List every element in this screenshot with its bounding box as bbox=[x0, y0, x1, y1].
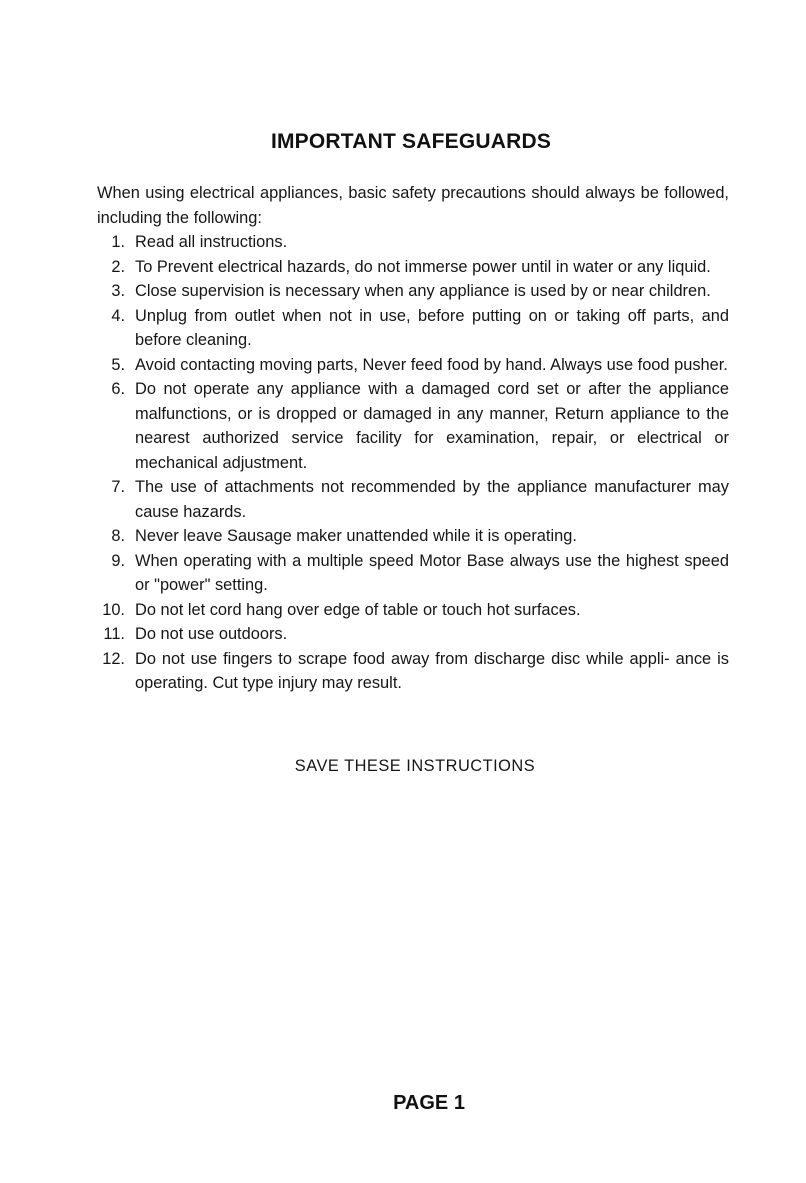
list-item bbox=[97, 377, 729, 475]
item-number: 8. bbox=[111, 527, 125, 545]
item-number: 9. bbox=[111, 551, 125, 570]
item-number: 11. bbox=[103, 625, 125, 643]
item-text: To Prevent electrical hazards, do not immerse power until in water or any liquid. bbox=[135, 257, 711, 276]
closing-statement: SAVE THESE INSTRUCTIONS bbox=[294, 757, 536, 775]
item-text: Do not use fingers to scrape food away from discharge disc while appli- ance is operating. Cut type injury may result. bbox=[135, 649, 729, 692]
item-number: 12. bbox=[102, 649, 125, 668]
item-text: When operating with a multiple speed Motor Base always use the highest speed or "power" setting. bbox=[135, 551, 729, 594]
item-text: Read all instructions. bbox=[135, 233, 288, 251]
list-item bbox=[97, 598, 729, 623]
list-item bbox=[97, 304, 729, 353]
item-number: 5. bbox=[111, 355, 125, 374]
item-text: Do not operate any appliance with a damaged cord set or after the appliance malfunctions, or is dropped or damaged in any manner, Return appliance to the nearest authorized service facility for examination, repair, or electrical or mechanical adjustment. bbox=[135, 380, 729, 472]
list-item bbox=[97, 353, 729, 378]
item-text: Avoid contacting moving parts, Never feed food by hand. Always use food pusher. bbox=[135, 355, 728, 374]
item-text: Unplug from outlet when not in use, before putting on or taking off parts, and before cleaning. bbox=[135, 306, 729, 349]
item-text: Do not use outdoors. bbox=[135, 625, 288, 643]
item-number: 3. bbox=[111, 282, 125, 300]
item-number: 1. bbox=[111, 233, 125, 251]
item-number: 6. bbox=[111, 380, 125, 398]
page-title: IMPORTANT SAFEGUARDS bbox=[270, 130, 552, 153]
item-text: The use of attachments not recommended by the appliance manufacturer may cause hazards. bbox=[135, 478, 729, 521]
list-item bbox=[97, 279, 729, 304]
item-text: Do not let cord hang over edge of table or touch hot surfaces. bbox=[135, 600, 581, 619]
list-item bbox=[97, 622, 729, 647]
list-item bbox=[97, 475, 729, 524]
page-number: PAGE 1 bbox=[393, 1092, 465, 1114]
item-number: 2. bbox=[111, 257, 125, 276]
list-item bbox=[97, 647, 729, 696]
item-text: Close supervision is necessary when any appliance is used by or near children. bbox=[135, 282, 711, 300]
item-number: 7. bbox=[111, 478, 125, 496]
safeguards-list bbox=[97, 230, 729, 696]
list-item bbox=[97, 255, 729, 280]
item-number: 10. bbox=[102, 600, 125, 619]
list-item bbox=[97, 230, 729, 255]
item-text: Never leave Sausage maker unattended while it is operating. bbox=[135, 527, 577, 545]
list-item bbox=[97, 549, 729, 598]
intro-paragraph: When using electrical appliances, basic safety precautions should always be followed, including the following: bbox=[97, 184, 729, 227]
list-item bbox=[97, 524, 729, 549]
item-number: 4. bbox=[111, 306, 125, 325]
